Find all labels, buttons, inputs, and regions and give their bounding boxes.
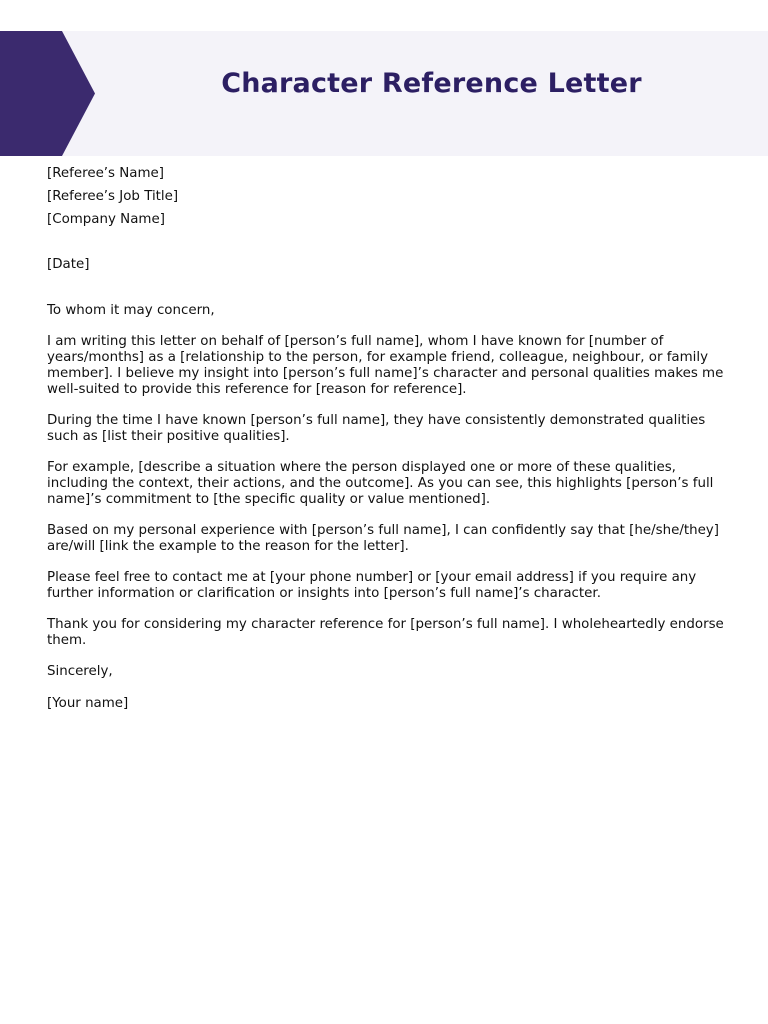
paragraph-thanks: Thank you for considering my character reference for [person’s full name]. I wholeheartedly endorse them. [47, 617, 724, 649]
salutation: To whom it may concern, [47, 303, 215, 319]
closing: Sincerely, [47, 664, 113, 680]
referee-job-title: [Referee’s Job Title] [47, 188, 179, 204]
chevron-shape [0, 31, 95, 156]
letter-body [47, 166, 737, 727]
header-chevron-decoration [0, 31, 95, 156]
company-name: [Company Name] [47, 211, 165, 227]
paragraph-contact: Please feel free to contact me at [your phone number] or [your email address] if you require any further information or clarification or insights into [person’s full name]’s character. [47, 570, 697, 602]
paragraph-introduction: I am writing this letter on behalf of [person’s full name], whom I have known for [number of years/months] as a [relationship to the person, for example friend, colleague, neighbour, or family member]. I believe my insight into [person’s full name]’s character and personal qualities makes me well-suited to provide this reference for [reason for reference]. [47, 334, 724, 397]
signature: [Your name] [47, 695, 129, 711]
referee-name: [Referee’s Name] [47, 166, 165, 181]
document-title: Character Reference Letter [221, 68, 642, 99]
paragraph-example: For example, [describe a situation where the person displayed one or more of these qualities, including the context, their actions, and the outcome]. As you can see, this highlights [person’s full name]’s commitment to [the specific quality or value mentioned]. [47, 460, 714, 507]
letter-date: [Date] [47, 257, 90, 273]
paragraph-experience: Based on my personal experience with [person’s full name], I can confidently say that [he/she/they] are/will [link the example to the reason for the letter]. [47, 523, 719, 554]
paragraph-qualities: During the time I have known [person’s full name], they have consistently demonstrated qualities such as [list their positive qualities]. [47, 413, 706, 444]
